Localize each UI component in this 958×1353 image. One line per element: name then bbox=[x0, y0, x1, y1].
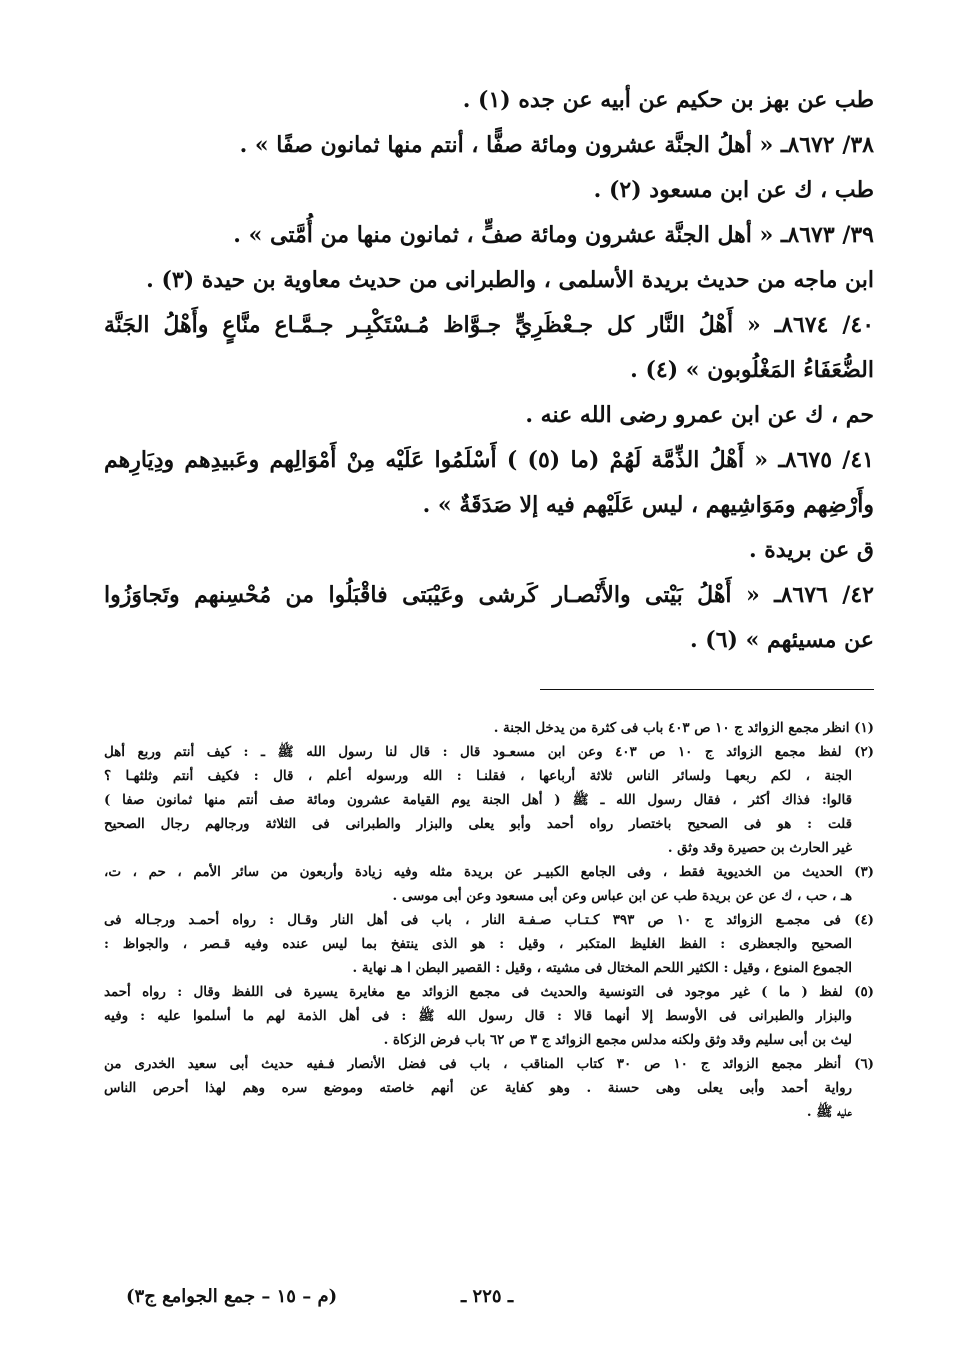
hadith-line: ٤٠/ ٨٦٧٤ـ « أَهْلُ النَّار كل جـعْظَرِيٍّ جـوَّاظ مُـسْتَكْبِـر جـمَّـاع منَّاعٍ وأَهْلُ الجَنَّة bbox=[104, 312, 874, 338]
hadith-line: ٣٩/ ٨٦٧٣ـ « أهل الجنَّة عشرون ومائة صفٍّ ، ثمانون منها من أُمَّتى » . bbox=[233, 222, 874, 248]
signature-mark: (م – ١٥ – جمع الجوامع ج٣) bbox=[126, 1286, 338, 1307]
footnote bbox=[104, 740, 874, 860]
footnote-line: غير الحارث بن حصيرة وقد وثق . bbox=[667, 840, 852, 856]
main-text bbox=[104, 78, 874, 663]
hadith-line-continued: عن مسيئهم » (٦) . bbox=[689, 627, 874, 653]
hadith-line: ٣٨/ ٨٦٧٢ـ « أهلُ الجنَّة عشرون ومائة صفًّا ، أنتم منها ثمانون صفًا » . bbox=[239, 132, 874, 158]
footnote bbox=[104, 1052, 874, 1124]
footnote-line: (٥) لفظ ( ما ) غير موجود فى التونسية والحديث فى مجمع الزوائد مع مغايرة يسيرة فى اللفظ وقال : رواه أحمد bbox=[104, 984, 874, 1000]
footnote-line: (٣) الحديث من الخديوية فقط ، وفى الجامع الكبيـر عن بريدة مثله وفيه زيادة وأربعون من سائر الأمم ، حم ، ت، bbox=[104, 864, 874, 880]
hadith-line-continued: وأَرْضِهم ومَوَاشِيهم ، ليس عَلَيْهم فيه إلا صَدَقَةٌ » . bbox=[422, 492, 874, 518]
source-line: ابن ماجه من حديث بريدة الأسلمى ، والطبرانى من حديث معاوية بن حيدة (٣) . bbox=[146, 267, 874, 293]
footnote-line: (١) انظر مجمع الزوائد ج ١٠ ص ٤٠٣ باب فى كثرة من يدخل الجنة . bbox=[493, 720, 874, 736]
page-number: ـ ٢٢٥ ـ bbox=[461, 1286, 514, 1307]
footnote bbox=[104, 716, 874, 740]
footnote-line: الجنة ، لكم ربعهـا ولسائر الناس ثلاثة أرباعها ، فقلنـا : الله ورسوله أعلم ، قال : فكيف أنتم وثلثهـا ؟ bbox=[104, 768, 852, 784]
source-line: طب عن بهز بن حكيم عن أبيه عن جده (١) . bbox=[462, 87, 874, 113]
footnotes bbox=[104, 716, 874, 1124]
footnote-line: قالوا: فذاك أكثر ، فقال رسول الله ـ ﷺ ( أهل الجنة يوم القيامة عشرون ومائة صف أنتم منها ثمانون صفا ) bbox=[104, 792, 852, 808]
footnote-divider bbox=[540, 689, 874, 690]
footnote-line: رواية أحمد وأبى يعلى وهى حسنة . وهو كفاية عن أنهم خاصته وموضع سره وهم لهذا أحرص الناس bbox=[104, 1080, 852, 1096]
footnote bbox=[104, 980, 874, 1052]
source-line: طب ، ك عن ابن مسعود (٢) . bbox=[593, 177, 874, 203]
footnote-line: قلت : هو فى الصحيح باختصار رواه أحمد وأبو يعلى والبزار والطبرانى فى الثلاثة ورجالهم رجال الصحيح bbox=[104, 816, 852, 832]
footnote-line: الجموع المنوع ، وقيل : الكثير اللحم المختال فى مشيته ، وقيل : القصير البطن ا هـ نهاية . bbox=[352, 960, 852, 976]
hadith-line-continued: الضُّعَفَاءُ المَغْلُوبون » (٤) . bbox=[630, 357, 874, 383]
footnote-line: (٤) فى مجمـع الزوائد ج ١٠ ص ٣٩٣ كـتـاب صـفـة النار ، باب فى أهل النار وقـال : رواه أحمـد ورجـاله فى bbox=[104, 912, 874, 928]
footnote-line: الصحيح والجعظرى : الفظ الغليظ المتكبر ، وقيل : هو الذى ينتفخ بما ليس عنده وفيه قـصر ، والجواظ : bbox=[104, 936, 852, 952]
source-line: حم ، ك عن ابن عمرو رضى الله عنه . bbox=[525, 402, 874, 428]
footnote-line: (٦) أنظر مجمع الزوائد ج ١٠ ص ٣٠ كتاب المناقب ، باب فى فضل الأنصار فـفيه حديث أبى سعيد الخدرى من bbox=[104, 1056, 874, 1072]
footnote-line: والبزار والطبرانى فى الأوسط إلا أنهما قالا : قال رسول الله ﷺ : فى أهل الذمة لهم ما أسلموا عليه : وفيه bbox=[104, 1008, 852, 1024]
footnote-line: هـ ، حب ، ك عن عن بريدة طب عن ابن عباس وعن أبى مسعود وعن أبى موسى . bbox=[392, 888, 852, 904]
footnote bbox=[104, 860, 874, 908]
footnote-line: (٢) لفظ مجمع الزوائد ج ١٠ ص ٤٠٣ وعن ابن مسعـود قال : قال لنا رسول الله ﷺ ـ : كيف أنتم وربع أهل bbox=[104, 744, 874, 760]
hadith-line: ٤٢/ ٨٦٧٦ـ « أَهْلُ بَيْتى والأَنْصـار كَرشى وعَيْبَتى فاقْبَلُوا من مُحْسِنهم وتَجاوَزُوا bbox=[104, 582, 874, 608]
hadith-line: ٤١/ ٨٦٧٥ـ « أَهْلُ الذِّمَّة لَهُمْ (ما (٥) ) أَسْلَمُوا عَلَيْه مِنْ أَمْوَالِهم وعَبيدِهم ودِيَارِهم bbox=[104, 447, 874, 473]
footnote bbox=[104, 908, 874, 980]
footnote-line: ليث بن أبى سليم وقد وثق ولكنه مدلس مجمع الزوائد ج ٣ ص ٦٢ باب فرض الزكاة . bbox=[383, 1032, 852, 1048]
source-line: ق عن بريدة . bbox=[748, 537, 874, 563]
footnote-line: عليه ﷺ . bbox=[806, 1104, 852, 1120]
